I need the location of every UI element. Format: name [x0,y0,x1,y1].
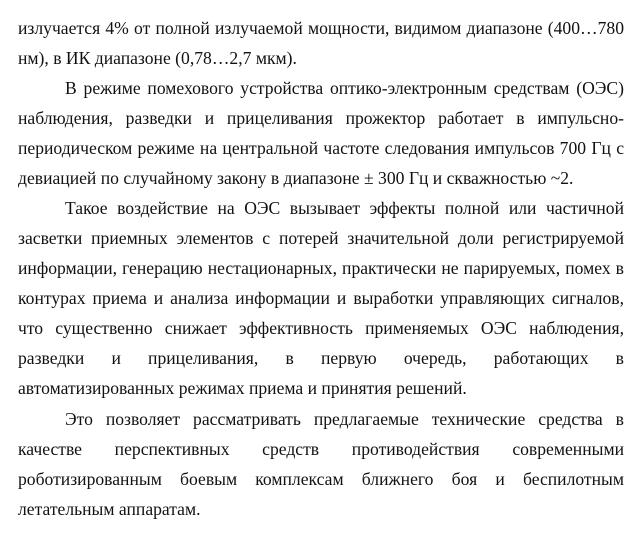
paragraph-line: нм), в ИК диапазоне (0,78…2,7 мкм). [18,48,297,68]
paragraph-line: роботизированным боевым комплексам ближнего боя и беспилотным [18,469,624,489]
paragraph-line: Это позволяет рассматривать предлагаемые технические средства в [65,409,624,429]
paragraph-line: наблюдения, разведки и прицеливания прожектор работает в импульсно- [18,108,624,128]
paragraph-line: девиацией по случайному закону в диапазоне ± 300 Гц и скважностью ~2. [18,168,574,188]
paragraph-line: излучается 4% от полной излучаемой мощности, видимом диапазоне (400…780 [18,18,624,38]
paragraph-line: Такое воздействие на ОЭС вызывает эффекты полной или частичной [65,198,624,218]
paragraph-line: В режиме помехового устройства оптико-электронным средствам (ОЭС) [65,78,624,98]
paragraph-line: качестве перспективных средств противодействия современными [18,439,624,459]
paragraph-line: информации, генерацию нестационарных, практически не парируемых, помех в [18,258,624,278]
paragraph-line: контурах приема и анализа информации и выработки управляющих сигналов, [18,288,624,308]
paragraph-line: засветки приемных элементов с потерей значительной доли регистрируемой [18,228,624,248]
paragraph-line: периодическом режиме на центральной частоте следования импульсов 700 Гц с [18,138,624,158]
paragraph-line: разведки и прицеливания, в первую очередь, работающих в [18,348,624,368]
paragraph-line: летательным аппаратам. [18,499,201,519]
paragraph-line: что существенно снижает эффективность применяемых ОЭС наблюдения, [18,318,624,338]
paragraph-line: автоматизированных режимах приема и принятия решений. [18,378,467,398]
